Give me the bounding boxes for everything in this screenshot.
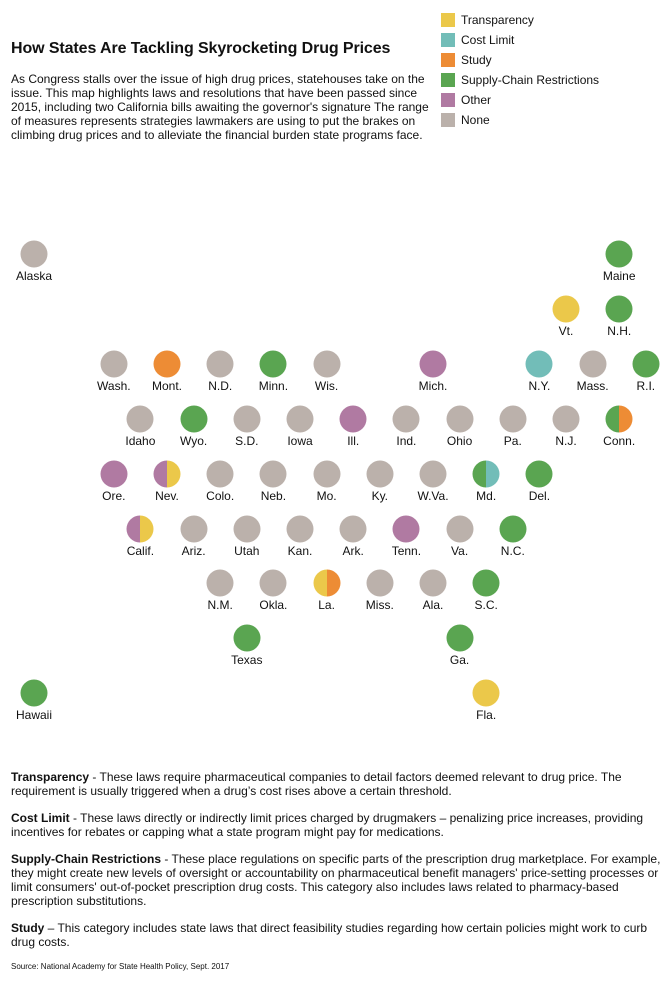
state-label: R.I. (636, 378, 656, 393)
state-marker (313, 350, 341, 378)
state-marker-fill (553, 405, 580, 432)
definition-term: Study (11, 921, 45, 935)
legend-label: Supply-Chain Restrictions (461, 73, 600, 87)
state-label: S.C. (474, 598, 498, 613)
state-label: Fla. (476, 708, 497, 723)
state-marker-fill (526, 350, 553, 377)
state-marker (446, 624, 474, 652)
state-marker (153, 350, 181, 378)
legend-swatch (441, 53, 455, 67)
state-marker (126, 405, 154, 433)
state-tile (270, 515, 330, 558)
state-label: Texas (231, 653, 263, 668)
state-tile (589, 295, 649, 338)
state-marker-fill (579, 350, 606, 377)
state-label: Va. (451, 543, 469, 558)
state-marker-fill (180, 405, 207, 432)
state-label: Vt. (558, 323, 574, 338)
state-label: Ariz. (181, 543, 206, 558)
state-tile (4, 240, 64, 283)
state-tile (110, 515, 170, 558)
state-marker-fill (446, 515, 473, 542)
state-marker (233, 405, 261, 433)
state-tile (137, 350, 197, 393)
state-marker-fill (207, 460, 234, 487)
state-marker (472, 569, 500, 597)
legend-swatch (441, 13, 455, 27)
legend-item-other (441, 90, 599, 110)
definition-separator: - (89, 770, 100, 784)
legend-swatch (441, 33, 455, 47)
definition-study (11, 921, 661, 949)
state-marker-left-half (313, 570, 327, 597)
definition-separator: - (69, 811, 81, 825)
state-label: Tenn. (391, 543, 422, 558)
state-marker-fill (606, 295, 633, 322)
state-label: Idaho (125, 433, 156, 448)
state-marker-fill (499, 405, 526, 432)
state-marker-fill (100, 460, 127, 487)
definition-cost-limit (11, 811, 661, 839)
state-tile (430, 405, 490, 448)
state-marker-fill (340, 405, 367, 432)
state-tile (110, 405, 170, 448)
state-tile (190, 350, 250, 393)
state-label: W.Va. (417, 488, 449, 503)
state-marker-fill (606, 241, 633, 268)
intro-text: As Congress stalls over the issue of high drug prices, statehouses take on the issue. This map highlights laws and resolutions that have been passed since 2015, including two California bills awaiting the governor's signature The range of measures represents strategies lawmakers are using to put the brakes on climbing drug prices and to alleviate the financial burden state programs face. (11, 72, 429, 142)
state-marker-right-half (327, 570, 341, 597)
definition-transparency (11, 770, 661, 798)
state-label: Ky. (371, 488, 389, 503)
state-marker (579, 350, 607, 378)
state-marker-fill (499, 515, 526, 542)
state-label: Utah (234, 543, 260, 558)
state-tile (403, 460, 463, 503)
state-tile (190, 569, 250, 612)
state-label: Ark. (342, 543, 364, 558)
state-label: N.C. (500, 543, 525, 558)
state-label: Md. (476, 488, 497, 503)
state-marker-fill (420, 460, 447, 487)
state-tile (509, 350, 569, 393)
legend-item-cost-limit (441, 30, 599, 50)
state-tile (589, 405, 649, 448)
state-marker (419, 460, 447, 488)
state-marker (206, 350, 234, 378)
state-marker-left-half (154, 460, 168, 487)
state-marker (392, 515, 420, 543)
state-marker-fill (21, 241, 48, 268)
definition-text: These place regulations on specific parts of the prescription drug marketplace. For example, they might create new levels of oversight or accountability on pharmaceutical benefit managers' price-setting processes or limit consumers' out-of-pocket prescription drug costs. This category also includes laws related to pharmacy-based prescription substitutions. (11, 852, 661, 908)
state-marker (259, 460, 287, 488)
state-marker (286, 405, 314, 433)
state-label: Wis. (314, 378, 339, 393)
state-label: N.J. (555, 433, 577, 448)
legend-label: Cost Limit (461, 33, 515, 47)
definition-separator: - (161, 852, 172, 866)
state-label: Nev. (155, 488, 179, 503)
legend-label: Transparency (461, 13, 534, 27)
state-marker (126, 515, 154, 543)
state-tile (323, 405, 383, 448)
state-label: Ohio (446, 433, 473, 448)
state-marker (233, 624, 261, 652)
state-marker (206, 569, 234, 597)
state-label: Alaska (15, 269, 53, 283)
state-label: Del. (528, 488, 551, 503)
state-marker-fill (127, 405, 154, 432)
state-marker (20, 679, 48, 707)
state-marker-fill (446, 625, 473, 652)
state-label: Ill. (347, 433, 360, 448)
state-marker (552, 405, 580, 433)
state-marker (100, 460, 128, 488)
state-marker-fill (393, 405, 420, 432)
state-label: Hawaii (15, 708, 52, 723)
state-tile (297, 350, 357, 393)
state-marker-fill (260, 350, 287, 377)
state-marker-right-half (486, 460, 500, 487)
state-marker (259, 569, 287, 597)
state-marker (206, 460, 234, 488)
state-marker-fill (313, 460, 340, 487)
state-marker-fill (21, 680, 48, 707)
state-tile (509, 460, 569, 503)
state-label: Wyo. (179, 433, 208, 448)
state-marker-fill (287, 515, 314, 542)
state-tile (217, 624, 277, 667)
state-label: N.M. (207, 598, 233, 613)
state-marker-fill (260, 460, 287, 487)
state-marker-fill (553, 295, 580, 322)
legend (441, 10, 599, 130)
state-tile (217, 405, 277, 448)
state-marker-fill (366, 570, 393, 597)
state-label: Mich. (418, 378, 448, 393)
state-tile (323, 515, 383, 558)
state-marker-fill (340, 515, 367, 542)
state-tile-map (0, 230, 669, 730)
state-marker-fill (393, 515, 420, 542)
state-marker (366, 569, 394, 597)
legend-swatch (441, 73, 455, 87)
state-marker (472, 679, 500, 707)
state-label: S.D. (235, 433, 259, 448)
state-tile (456, 569, 516, 612)
state-label: Iowa (287, 433, 313, 448)
state-tile (430, 624, 490, 667)
state-label: Mont. (151, 378, 182, 393)
definition-text: This category includes state laws that direct feasibility studies regarding how certain policies might work to curb drug costs. (11, 921, 648, 949)
state-tile (536, 295, 596, 338)
state-marker (605, 295, 633, 323)
definition-text: These laws require pharmaceutical companies to detail factors deemed relevant to drug price. The requirement is usually triggered when a drug’s cost rises above a certain threshold. (11, 770, 622, 798)
state-marker-left-half (473, 460, 487, 487)
definition-term: Supply-Chain Restrictions (11, 852, 162, 866)
state-marker-right-half (167, 460, 181, 487)
state-marker-fill (446, 405, 473, 432)
state-tile (430, 515, 490, 558)
state-marker-left-half (606, 405, 620, 432)
state-marker-fill (632, 350, 659, 377)
definition-term: Transparency (11, 770, 90, 784)
state-tile (84, 460, 144, 503)
definition-separator: – (44, 921, 58, 935)
state-marker-fill (420, 570, 447, 597)
state-marker-fill (287, 405, 314, 432)
state-marker-fill (313, 350, 340, 377)
state-marker-fill (366, 460, 393, 487)
state-label: Miss. (365, 598, 394, 613)
state-marker (446, 405, 474, 433)
state-tile (403, 569, 463, 612)
legend-label: Other (461, 93, 492, 107)
state-marker (605, 240, 633, 268)
state-marker-fill (473, 570, 500, 597)
legend-label: Study (461, 53, 492, 67)
legend-label: None (461, 113, 490, 127)
state-tile (350, 569, 410, 612)
state-marker (153, 460, 181, 488)
state-tile (616, 350, 669, 393)
state-tile (350, 460, 410, 503)
state-tile (270, 405, 330, 448)
state-tile (536, 405, 596, 448)
state-marker (525, 460, 553, 488)
state-tile (403, 350, 463, 393)
state-marker (180, 405, 208, 433)
state-label: Pa. (503, 433, 522, 448)
state-marker (392, 405, 420, 433)
state-marker-fill (100, 350, 127, 377)
state-label: Ga. (449, 653, 470, 668)
state-label: Okla. (259, 598, 288, 613)
source-note: Source: National Academy for State Health Policy, Sept. 2017 (11, 962, 230, 971)
state-tile (297, 460, 357, 503)
state-tile (483, 515, 543, 558)
state-marker-fill (260, 570, 287, 597)
legend-item-transparency (441, 10, 599, 30)
state-label: Minn. (258, 378, 289, 393)
state-marker (313, 460, 341, 488)
legend-item-none (441, 110, 599, 130)
state-marker-fill (180, 515, 207, 542)
definitions (11, 770, 661, 962)
state-marker (20, 240, 48, 268)
state-marker (313, 569, 341, 597)
state-tile (84, 350, 144, 393)
state-tile (137, 460, 197, 503)
state-tile (563, 350, 623, 393)
state-label: Mo. (316, 488, 337, 503)
state-label: Wash. (97, 378, 131, 393)
state-label: Ind. (396, 433, 417, 448)
state-marker (552, 295, 580, 323)
state-marker-right-half (619, 405, 633, 432)
state-marker (419, 350, 447, 378)
state-label: Ore. (102, 488, 126, 503)
state-marker (366, 460, 394, 488)
state-marker-fill (154, 350, 181, 377)
state-tile (297, 569, 357, 612)
state-marker (339, 405, 367, 433)
state-marker (180, 515, 208, 543)
state-marker (233, 515, 261, 543)
state-tile (376, 405, 436, 448)
state-marker-fill (526, 460, 553, 487)
state-label: N.D. (208, 378, 233, 393)
state-label: Ala. (422, 598, 444, 613)
state-marker-fill (233, 515, 260, 542)
state-marker-fill (207, 570, 234, 597)
definition-term: Cost Limit (11, 811, 70, 825)
state-marker (100, 350, 128, 378)
state-marker-left-half (127, 515, 141, 542)
state-tile (190, 460, 250, 503)
state-label: Mass. (576, 378, 609, 393)
state-label: Neb. (260, 488, 287, 503)
state-marker (472, 460, 500, 488)
state-marker (605, 405, 633, 433)
state-marker (499, 405, 527, 433)
state-marker (419, 569, 447, 597)
state-label: Colo. (206, 488, 235, 503)
state-label: Maine (602, 269, 636, 283)
state-tile (589, 240, 649, 283)
state-tile (217, 515, 277, 558)
state-tile (243, 569, 303, 612)
state-marker-right-half (140, 515, 154, 542)
state-label: Conn. (603, 433, 636, 448)
state-marker-fill (233, 405, 260, 432)
page-title: How States Are Tackling Skyrocketing Drug Prices (11, 40, 391, 57)
state-label: La. (318, 598, 335, 613)
state-marker (259, 350, 287, 378)
state-marker-fill (233, 625, 260, 652)
state-tile (483, 405, 543, 448)
state-tile (4, 679, 64, 722)
state-tile (243, 350, 303, 393)
state-label: Kan. (287, 543, 313, 558)
state-label: Calif. (126, 543, 155, 558)
state-tile (456, 679, 516, 722)
state-marker (446, 515, 474, 543)
state-marker-fill (207, 350, 234, 377)
state-tile (164, 405, 224, 448)
state-tile (456, 460, 516, 503)
state-marker-fill (420, 350, 447, 377)
legend-item-supply-chain (441, 70, 599, 90)
state-marker (632, 350, 660, 378)
state-marker (286, 515, 314, 543)
state-tile (164, 515, 224, 558)
definition-supply-chain (11, 852, 661, 908)
legend-item-study (441, 50, 599, 70)
definition-text: These laws directly or indirectly limit prices charged by drugmakers – penalizing price increases, providing incentives for rebates or capping what a state program might pay for medications. (11, 811, 644, 839)
state-marker (339, 515, 367, 543)
state-marker (525, 350, 553, 378)
state-label: N.Y. (528, 378, 551, 393)
state-tile (376, 515, 436, 558)
state-marker-fill (473, 680, 500, 707)
state-marker (499, 515, 527, 543)
legend-swatch (441, 93, 455, 107)
legend-swatch (441, 113, 455, 127)
state-label: N.H. (607, 323, 632, 338)
state-tile (243, 460, 303, 503)
